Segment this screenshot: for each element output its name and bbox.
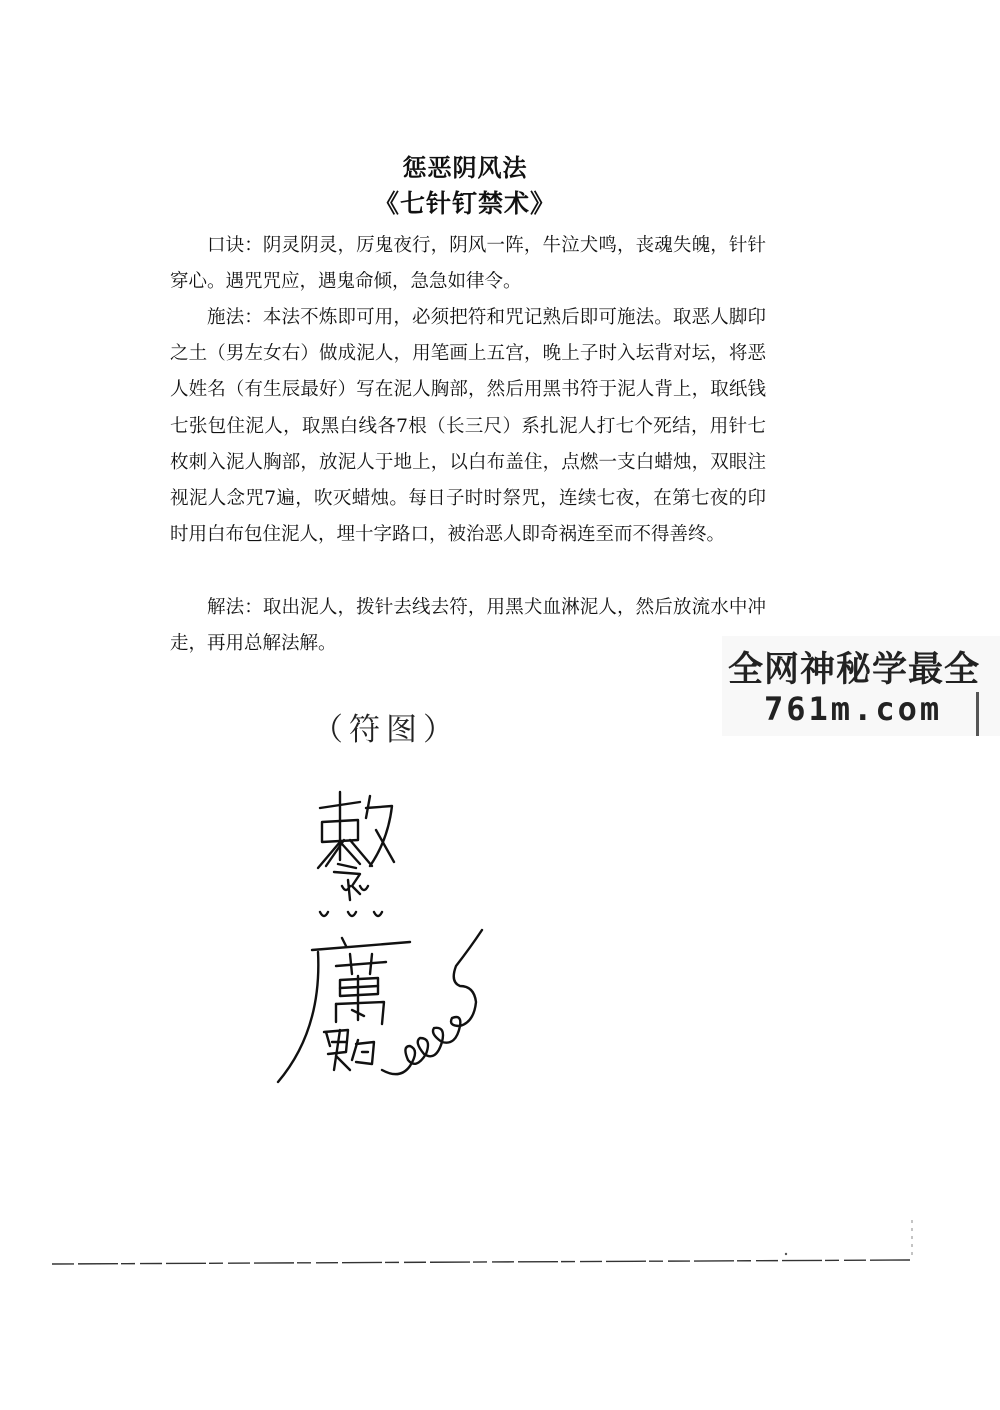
talisman-glyph-gui <box>324 1030 374 1070</box>
watermark-url: 761m.com <box>764 690 943 728</box>
page-bottom-rule <box>0 1220 1000 1290</box>
watermark-divider <box>976 692 979 736</box>
talisman-glyph-wan <box>336 954 386 1024</box>
incantation-paragraph: 口诀：阴灵阴灵，厉鬼夜行，阴风一阵，牛泣犬鸣，丧魂失魄，针针穿心。遇咒咒应，遇鬼命倾，急急如律令。 <box>170 235 766 293</box>
talisman-dots <box>320 886 382 916</box>
method-paragraph: 施法：本法不炼即可用，必须把符和咒记熟后即可施法。取恶人脚印之土（男左女右）做成泥人，用笔画上五宫，晚上子时入坛背对坛，将恶人姓名（有生辰最好）写在泥人胸部，然后用黑书符于泥人背上，取纸钱七张包住泥人，取黑白线各7根（长三尺）系扎泥人打七个死结，用针七枚刺入泥人胸部，放泥人于地上，以白布盖住，点燃一支白蜡烛，双眼注视泥人念咒7遍，吹灭蜡烛。每日子时时祭咒，连续七夜，在第七夜的印时用白布包住泥人，埋十字路口，被治恶人即奇祸连至而不得善终。 <box>170 307 766 546</box>
release-paragraph: 解法：取出泥人，拨针去线去符，用黑犬血淋泥人，然后放流水中冲走，再用总解法解。 <box>170 597 766 655</box>
watermark-text: 全网神秘学最全 <box>728 650 981 690</box>
document-title: 惩恶阴风法 <box>402 153 528 182</box>
talisman-drawing-icon <box>260 770 520 1100</box>
watermark <box>722 636 1000 736</box>
talisman-caption: （符图） <box>312 712 460 748</box>
talisman-glyph-guang <box>278 938 410 1082</box>
talisman-tail <box>382 930 482 1074</box>
talisman-glyph-chi <box>318 792 394 868</box>
document-subtitle: 《七针钉禁术》 <box>373 189 556 218</box>
